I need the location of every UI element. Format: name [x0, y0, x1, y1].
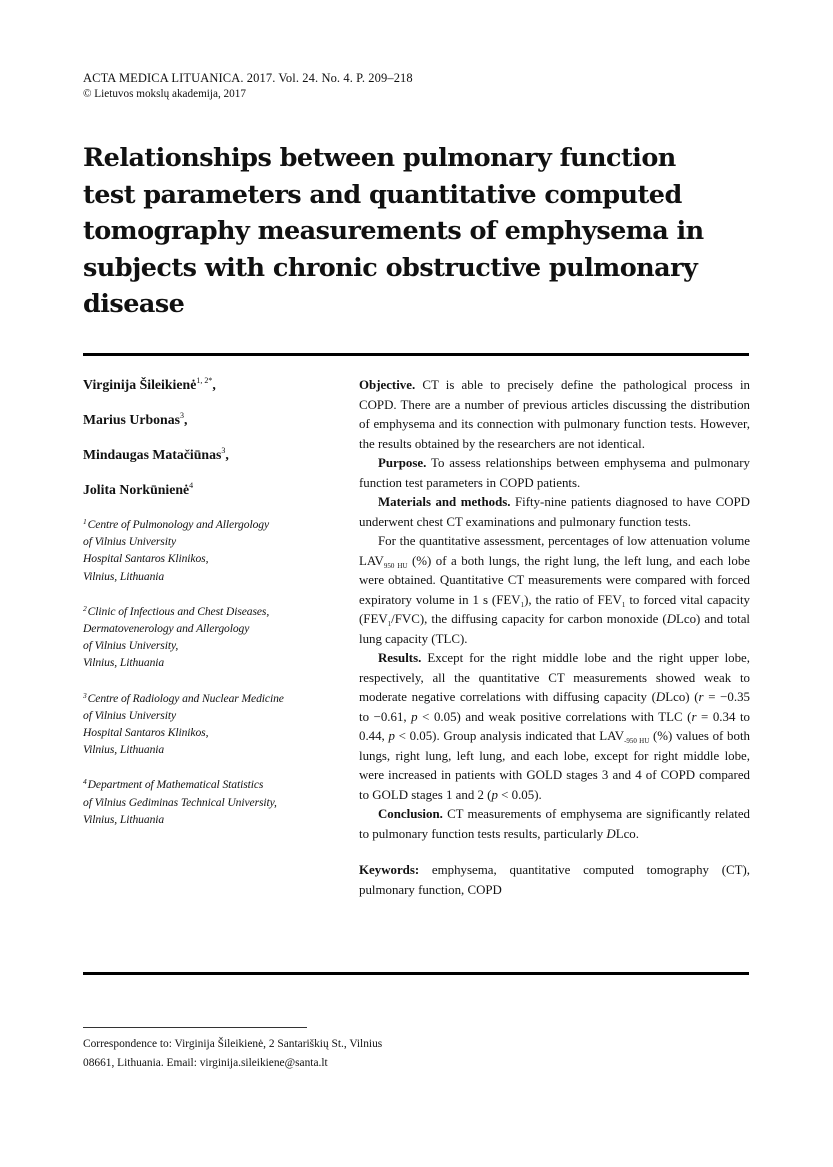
section-text: /FVC), the diffusing capacity for carbon monoxide (: [391, 612, 667, 626]
affiliation-line: Hospital Santaros Klinikos,: [83, 552, 209, 566]
section-label: Conclusion.: [378, 807, 443, 821]
journal-citation: ACTA MEDICA LITUANICA. 2017. Vol. 24. No. 4. P. 209–218: [83, 71, 413, 85]
article-title: Relationships between pulmonary function test parameters and quantitative computed tomography measurements of emphysema in subjects with chronic obstructive pulmonary disease: [83, 143, 704, 320]
keywords-label: Keywords:: [359, 863, 420, 877]
affiliation-line: Vilnius, Lithuania: [83, 743, 165, 757]
affiliation-number: 2: [83, 603, 87, 613]
lav-subscript: -950 HU: [624, 737, 650, 745]
footnote-line: Correspondence to: Virginija Šileikienė, 2 Santariškių St., Vilnius: [83, 1038, 383, 1050]
author: [83, 481, 333, 499]
author-affiliation-marker: 1, 2*: [196, 376, 213, 385]
section-text: = −0.35 to −0.61,: [359, 690, 750, 724]
keywords: [359, 861, 750, 900]
affiliation-line: Vilnius, Lithuania: [83, 656, 165, 670]
section-text: < 0.05).: [497, 787, 542, 802]
affiliation-line: Centre of Radiology and Nuclear Medicine: [87, 691, 284, 705]
author: [83, 376, 333, 394]
abstract: [359, 376, 750, 900]
section-text: Lco) (: [665, 690, 699, 704]
abstract-quantitative: [359, 532, 750, 649]
p-italic: p: [411, 709, 418, 724]
keywords-text: emphysema, quantitative computed tomography (CT), pulmonary function, COPD: [359, 863, 750, 897]
section-text: Lco) and total lung capacity (TLC).: [359, 612, 750, 646]
affiliation-line: of Vilnius University: [83, 708, 176, 722]
author-separator: ,: [225, 447, 229, 462]
section-text: (%) values of both lungs, right lung, left lung, and each lobe, except for right middle lobe, were increased in patients with GOLD stages 3 and 4 of COPD compared to GOLD stages 1 and 2 (: [359, 729, 750, 802]
affiliation-line: of Vilnius Gediminas Technical University,: [83, 795, 277, 809]
affiliations-list: [83, 516, 333, 828]
author: [83, 446, 333, 464]
section-label: Objective.: [359, 378, 416, 392]
affiliation-number: 4: [83, 777, 87, 787]
author-name: Mindaugas Matačiūnas: [83, 447, 222, 462]
section-text: ), the ratio of FEV: [524, 592, 622, 607]
section-label: Materials and methods.: [378, 495, 511, 509]
authors-column: [83, 376, 333, 846]
abstract-conclusion: [359, 805, 750, 844]
p-italic: p: [491, 787, 498, 802]
abstract-methods: [359, 493, 750, 532]
abstract-divider: [83, 972, 749, 975]
title-divider: [83, 353, 749, 356]
affiliation-line: Clinic of Infectious and Chest Diseases,: [87, 604, 270, 618]
section-text: < 0.05). Group analysis indicated that LAV: [394, 729, 625, 743]
author-name: Jolita Norkūnienė: [83, 482, 190, 497]
section-text: For the quantitative assessment, percentages of low attenuation volume LAV: [359, 534, 750, 568]
affiliation-line: Dermatovenerology and Allergology: [83, 622, 250, 636]
affiliation: [83, 690, 333, 759]
journal-header: [83, 70, 683, 102]
author-affiliation-marker: 3: [221, 446, 226, 455]
affiliation-line: of Vilnius University: [83, 535, 176, 549]
abstract-purpose: [359, 454, 750, 493]
author-affiliation-marker: 3: [179, 411, 184, 420]
section-text: (%) of a both lungs, the right lung, the left lung, and each lobe were obtained. Quantitative CT measurements were compared with forced expiratory volume in 1 s (FEV: [359, 553, 750, 607]
r-italic: r: [691, 709, 697, 724]
dlco-italic: D: [655, 690, 666, 704]
section-text: Except for the right middle lobe and the right upper lobe, respectively, all the quantitative CT measurements showed weak to moderate negative correlations with diffusing capacity (: [359, 651, 750, 704]
affiliation-line: Vilnius, Lithuania: [83, 812, 165, 826]
p-italic: p: [388, 729, 395, 743]
section-text: < 0.05) and weak positive correlations with TLC (: [417, 709, 692, 724]
author-affiliation-marker: 4: [189, 481, 194, 490]
affiliation-line: Department of Mathematical Statistics: [87, 778, 264, 792]
abstract-results: [359, 649, 750, 805]
affiliation: [83, 776, 333, 828]
correspondence-footnote: [83, 1035, 483, 1073]
abstract-objective: [359, 376, 750, 454]
affiliation-line: Vilnius, Lithuania: [83, 569, 165, 583]
section-label: Results.: [378, 651, 422, 665]
section-label: Purpose.: [378, 456, 427, 470]
author-name: Virginija Šileikienė: [83, 377, 197, 392]
section-text: Lco.: [615, 826, 639, 841]
dlco-italic: D: [606, 826, 616, 841]
section-text: to forced vital capacity (FEV: [359, 592, 750, 626]
fev-subscript: 1: [387, 620, 392, 628]
affiliation-number: 3: [83, 690, 87, 700]
affiliation-line: Hospital Santaros Klinikos,: [83, 726, 209, 740]
footnote-line: 08661, Lithuania. Email: virginija.sileikiene@santa.lt: [83, 1057, 328, 1069]
journal-copyright: © Lietuvos mokslų akademija, 2017: [83, 88, 246, 100]
section-text: CT measurements of emphysema are significantly related to pulmonary function tests results, particularly: [359, 807, 750, 841]
section-text: CT is able to precisely define the pathological process in COPD. There are a number of previous articles discussing the distribution of emphysema and its connection with pulmonary function tests. However, the results obtained by the researchers are not identical.: [359, 378, 750, 451]
author-separator: ,: [183, 412, 188, 427]
footnote-rule: [83, 1027, 307, 1028]
lav-subscript: 950 HU: [383, 561, 408, 570]
fev-subscript: 1: [520, 600, 525, 609]
author: [83, 411, 333, 429]
affiliation: [83, 516, 333, 585]
section-text: = 0.34 to 0.44,: [359, 709, 750, 743]
affiliation-line: of Vilnius University,: [83, 639, 179, 653]
r-italic: r: [698, 690, 704, 704]
affiliation: [83, 603, 333, 672]
author-separator: ,: [212, 377, 216, 392]
affiliation-line: Centre of Pulmonology and Allergology: [87, 518, 270, 531]
affiliation-number: 1: [83, 517, 87, 526]
author-name: Marius Urbonas: [83, 412, 180, 427]
dlco-italic: D: [666, 612, 677, 626]
section-text: Fifty-nine patients diagnosed to have COPD underwent chest CT examinations and pulmonary function tests.: [359, 495, 750, 529]
section-text: To assess relationships between emphysema and pulmonary function test parameters in COPD patients.: [359, 456, 750, 490]
fev-subscript: 1: [621, 600, 626, 609]
